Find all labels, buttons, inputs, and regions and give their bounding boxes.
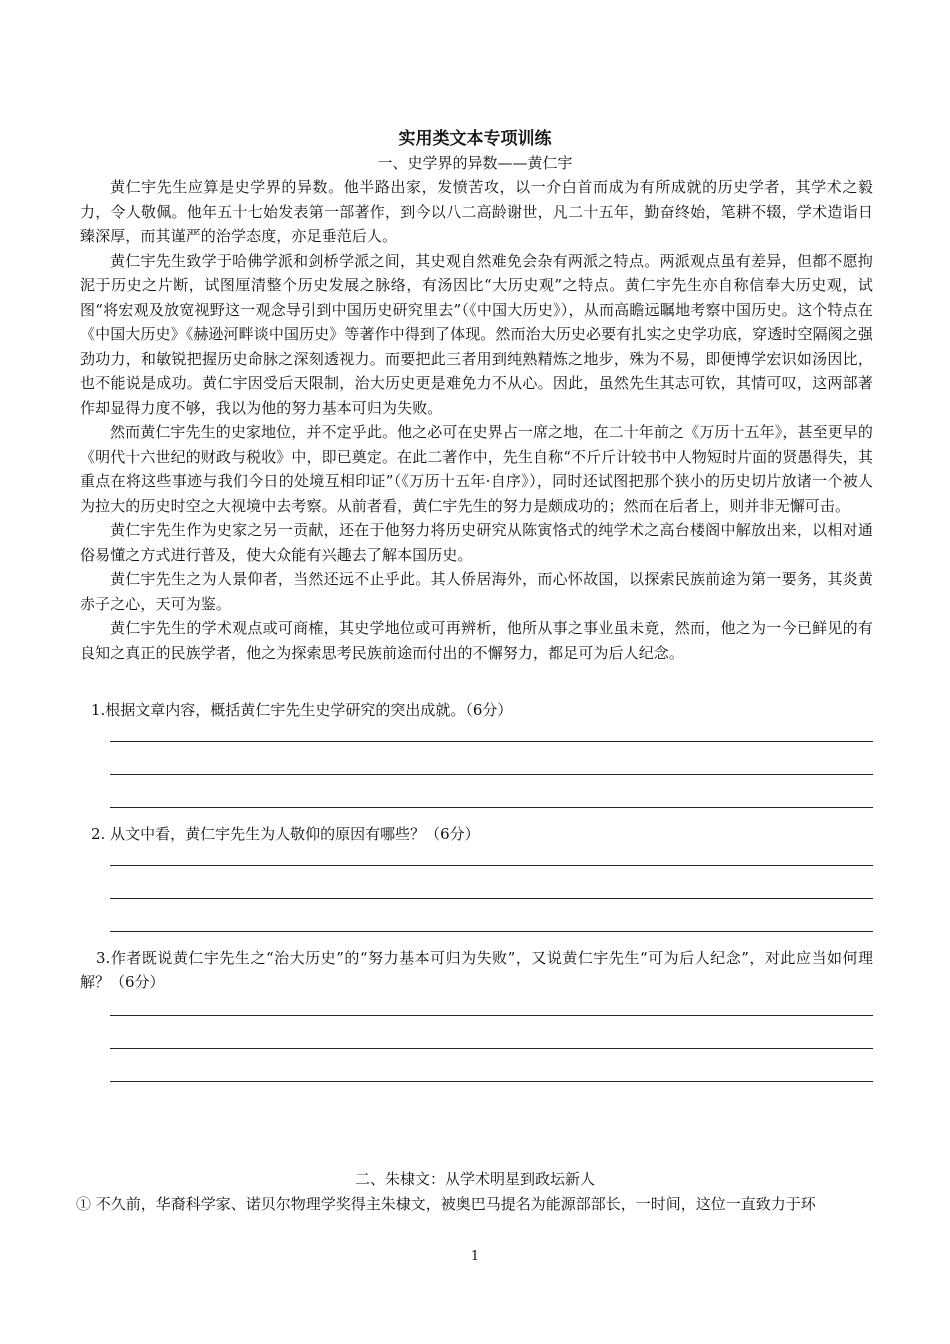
document-title: 实用类文本专项训练 bbox=[398, 129, 552, 149]
paragraph-5: 黄仁宇先生之为人景仰者，当然还远不止乎此。其人侨居海外，而心怀故国，以探索民族前途为第一要务，其炎黄赤子之心，天可为鉴。 bbox=[80, 570, 873, 613]
section-2-title: 二、朱棣文：从学术明星到政坛新人 bbox=[354, 1170, 595, 1188]
answer-line bbox=[110, 1015, 873, 1016]
answer-line bbox=[110, 807, 873, 808]
answer-line bbox=[110, 741, 873, 742]
question-1: 1.根据文章内容，概括黄仁宇先生史学研究的突出成就。（6分） bbox=[91, 701, 513, 719]
section-2-paragraph-1: ① 不久前，华裔科学家、诺贝尔物理学奖得主朱棣文，被奥巴马提名为能源部部长，一时间，这位一直致力于环 bbox=[76, 1195, 816, 1213]
paragraph-4: 黄仁宇先生作为史家之另一贡献，还在于他努力将历史研究从陈寅恪式的纯学术之高台楼阁中解放出来，以相对通俗易懂之方式进行普及，使大众能有兴趣去了解本国历史。 bbox=[80, 521, 873, 564]
answer-line bbox=[110, 898, 873, 899]
answer-line bbox=[110, 1081, 873, 1082]
question-3: 3.作者既说黄仁宇先生之“治大历史”的“努力基本可归为失败”，又说黄仁宇先生“可为后人纪念”，对此应当如何理解？（6分） bbox=[80, 949, 873, 991]
section-1-body bbox=[80, 175, 873, 665]
section-1-title: 一、史学界的异数——黄仁宇 bbox=[377, 154, 573, 172]
page-number: 1 bbox=[470, 1249, 480, 1264]
answer-line bbox=[110, 931, 873, 932]
question-2: 2. 从文中看，黄仁宇先生为人敬仰的原因有哪些？（6分） bbox=[91, 825, 480, 843]
answer-line bbox=[110, 1048, 873, 1049]
paragraph-1: 黄仁宇先生应算是史学界的异数。他半路出家，发愤苦攻，以一介白首而成为有所成就的历史学者，其学术之毅力，令人敬佩。他年五十七始发表第一部著作，到今以八二高龄谢世，凡二十五年，勤奋终始，笔耕不辍，学术造诣日臻深厚，而其谨严的治学态度，亦足垂范后人。 bbox=[80, 178, 873, 245]
answer-line bbox=[110, 865, 873, 866]
paragraph-3: 然而黄仁宇先生的史家地位，并不定乎此。他之必可在史界占一席之地，在二十年前之《万历十五年》，甚至更早的《明代十六世纪的财政与税收》中，即已奠定。在此二著作中，先生自称“不斤斤计较书中人物短时片面的贤愚得失，其重点在将这些事迹与我们今日的处境互相印证”（《万历十五年·自序》），同时还试图把那个狭小的历史切片放诸一个被人为拉大的历史时空之大视境中去考察。从前者看，黄仁宇先生的努力是颇成功的；然而在后者上，则并非无懈可击。 bbox=[80, 423, 873, 515]
paragraph-2: 黄仁宇先生致学于哈佛学派和剑桥学派之间，其史观自然难免会杂有两派之特点。两派观点虽有差异，但都不愿拘泥于历史之片断，试图厘清整个历史发展之脉络，有汤因比“大历史观”之特点。黄仁宇先生亦自称信奉大历史观，试图“将宏观及放宽视野这一观念导引到中国历史研究里去”（《中国大历史》），从而高瞻远瞩地考察中国历史。这个特点在《中国大历史》《赫逊河畔谈中国历史》等著作中得到了体现。然而治大历史必要有扎实之史学功底，穿透时空隔阂之强劲功力，和敏锐把握历史命脉之深刻透视力。而要把此三者用到纯熟精炼之地步，殊为不易，即便博学宏识如汤因比，也不能说是成功。黄仁宇因受后天限制，治大历史更是难免力不从心。因此，虽然先生其志可钦，其情可叹，这两部著作却显得力度不够，我以为他的努力基本可归为失败。 bbox=[80, 251, 873, 417]
paragraph-6: 黄仁宇先生的学术观点或可商榷，其史学地位或可再辨析，他所从事之事业虽未竟，然而，他之为一今已鲜见的有良知之真正的民族学者，他之为探索思考民族前途而付出的不懈努力，都足可为后人纪念。 bbox=[80, 619, 873, 662]
answer-line bbox=[110, 774, 873, 775]
